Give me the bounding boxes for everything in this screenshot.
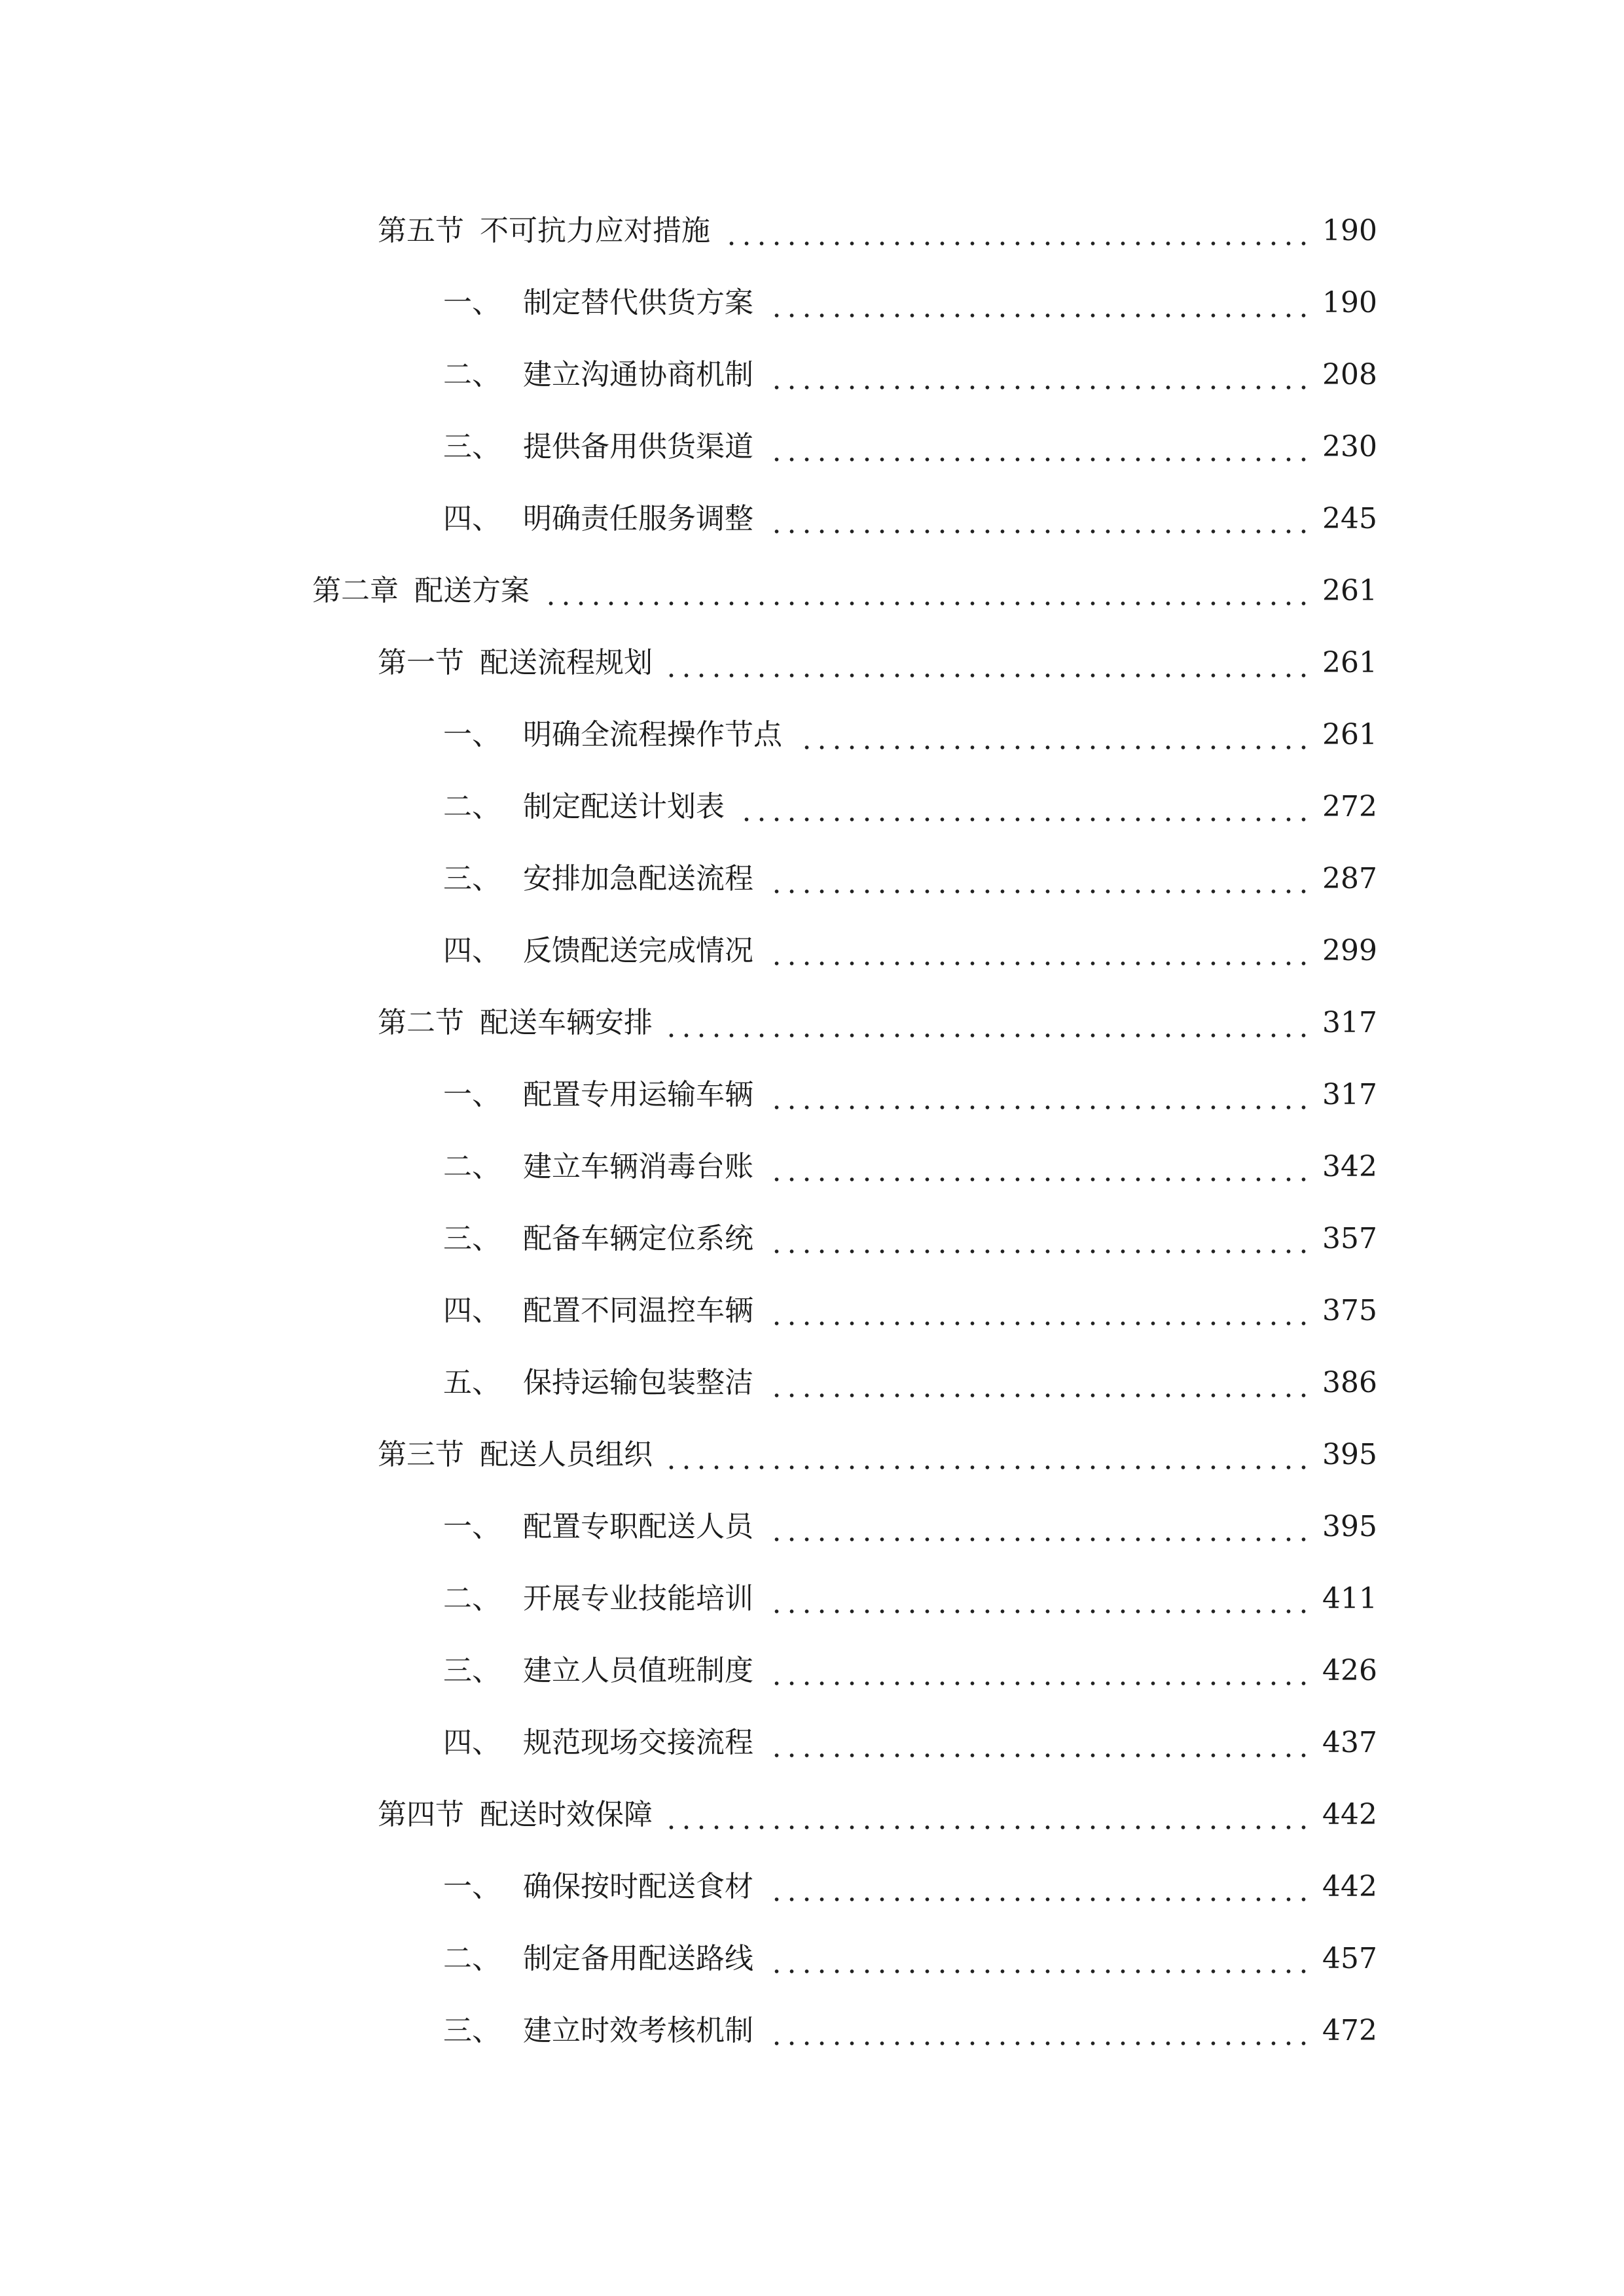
toc-page-number: 208 xyxy=(1322,358,1377,391)
toc-page-number: 261 xyxy=(1322,646,1377,679)
toc-entry[interactable] xyxy=(0,1347,1624,1419)
toc-entry-number: 三、 xyxy=(443,1654,501,1687)
toc-entry[interactable] xyxy=(0,987,1624,1059)
toc-page-number: 272 xyxy=(1322,790,1377,823)
toc-entry-number: 三、 xyxy=(443,1222,501,1255)
toc-entry-number: 四、 xyxy=(443,1294,501,1327)
toc-leader-dots xyxy=(769,1225,1311,1253)
toc-leader-dots xyxy=(769,1369,1311,1397)
toc-entry[interactable] xyxy=(0,1059,1624,1131)
toc-entry-label xyxy=(443,1654,753,1687)
toc-page-number: 299 xyxy=(1322,934,1377,967)
toc-entry-title: 配送流程规划 xyxy=(480,646,653,679)
toc-entry-label xyxy=(378,1006,653,1039)
toc-entry-number: 第四节 xyxy=(378,1798,464,1831)
toc-entry-title: 建立时效考核机制 xyxy=(523,2014,753,2047)
toc-page-number: 411 xyxy=(1322,1582,1377,1615)
toc-page-number: 472 xyxy=(1322,2014,1377,2047)
toc-entry-title: 制定替代供货方案 xyxy=(523,286,753,319)
toc-entry-label xyxy=(443,934,753,967)
toc-leader-dots xyxy=(769,1585,1311,1613)
toc-entry-number: 三、 xyxy=(443,2014,501,2047)
toc-entry[interactable] xyxy=(0,1131,1624,1203)
toc-entry-title: 提供备用供货渠道 xyxy=(523,430,753,463)
toc-entry-number: 四、 xyxy=(443,502,501,535)
toc-entry-label xyxy=(378,1438,653,1471)
toc-entry-number: 三、 xyxy=(443,862,501,895)
toc-entry-number: 五、 xyxy=(443,1366,501,1399)
toc-leader-dots xyxy=(769,1297,1311,1325)
toc-entry-number: 第二节 xyxy=(378,1006,464,1039)
toc-entry-title: 保持运输包装整洁 xyxy=(523,1366,753,1399)
toc-page-number: 442 xyxy=(1322,1798,1377,1831)
toc-leader-dots xyxy=(769,937,1311,965)
toc-leader-dots xyxy=(664,1441,1311,1469)
toc-leader-dots xyxy=(664,1009,1311,1037)
toc-page-number: 317 xyxy=(1322,1006,1377,1039)
toc-entry-title: 不可抗力应对措施 xyxy=(480,214,710,247)
toc-page-number: 442 xyxy=(1322,1870,1377,1903)
toc-entry[interactable] xyxy=(0,339,1624,411)
toc-entry-label xyxy=(443,286,753,319)
toc-entry-title: 配置专用运输车辆 xyxy=(523,1078,753,1111)
toc-entry-label xyxy=(443,2014,753,2047)
toc-entry[interactable] xyxy=(0,627,1624,699)
toc-leader-dots xyxy=(769,433,1311,461)
toc-leader-dots xyxy=(664,1801,1311,1829)
toc-entry-title: 配备车辆定位系统 xyxy=(523,1222,753,1255)
toc-entry-number: 第二章 xyxy=(312,574,399,607)
toc-entry-title: 配送时效保障 xyxy=(480,1798,653,1831)
toc-entry[interactable] xyxy=(0,267,1624,339)
toc-leader-dots xyxy=(769,361,1311,389)
toc-entry-label xyxy=(443,1366,753,1399)
toc-entry-label xyxy=(443,1294,753,1327)
toc-entry-title: 制定备用配送路线 xyxy=(523,1942,753,1975)
toc-page-number: 395 xyxy=(1322,1438,1377,1471)
toc-leader-dots xyxy=(769,1729,1311,1757)
toc-entry[interactable] xyxy=(0,1203,1624,1275)
toc-entry-number: 一、 xyxy=(443,1510,501,1543)
toc-entry-title: 配送车辆安排 xyxy=(480,1006,653,1039)
toc-entry-title: 建立车辆消毒台账 xyxy=(523,1150,753,1183)
toc-entry[interactable] xyxy=(0,1491,1624,1563)
toc-entry[interactable] xyxy=(0,1419,1624,1491)
toc-entry-label xyxy=(443,1942,753,1975)
toc-entry-title: 配置不同温控车辆 xyxy=(523,1294,753,1327)
toc-leader-dots xyxy=(769,505,1311,533)
toc-leader-dots xyxy=(543,577,1311,605)
toc-page-number: 426 xyxy=(1322,1654,1377,1687)
toc-page-number: 342 xyxy=(1322,1150,1377,1183)
toc-entry-title: 明确全流程操作节点 xyxy=(523,718,782,751)
toc-leader-dots xyxy=(769,1153,1311,1181)
toc-page-number: 245 xyxy=(1322,502,1377,535)
toc-entry-number: 一、 xyxy=(443,1870,501,1903)
toc-page-number: 375 xyxy=(1322,1294,1377,1327)
toc-entry-title: 配送人员组织 xyxy=(480,1438,653,1471)
toc-page-number: 317 xyxy=(1322,1078,1377,1111)
toc-entry[interactable] xyxy=(0,699,1624,771)
toc-entry-label xyxy=(443,358,753,391)
toc-entry[interactable] xyxy=(0,843,1624,915)
toc-entry-number: 第三节 xyxy=(378,1438,464,1471)
toc-entry-title: 配置专职配送人员 xyxy=(523,1510,753,1543)
toc-entry-number: 一、 xyxy=(443,1078,501,1111)
toc-leader-dots xyxy=(769,1657,1311,1685)
toc-entry-label xyxy=(443,430,753,463)
toc-entry-label xyxy=(378,1798,653,1831)
toc-entry-label xyxy=(378,646,653,679)
toc-page-number: 261 xyxy=(1322,574,1377,607)
toc-page-number: 395 xyxy=(1322,1510,1377,1543)
toc-entry-number: 二、 xyxy=(443,1942,501,1975)
toc-entry-label xyxy=(443,718,782,751)
toc-entry-label xyxy=(443,1222,753,1255)
toc-entry-label xyxy=(378,214,710,247)
toc-entry[interactable] xyxy=(0,915,1624,987)
toc-page-number: 386 xyxy=(1322,1366,1377,1399)
toc-entry-label xyxy=(312,574,530,607)
toc-leader-dots xyxy=(769,1081,1311,1109)
toc-entry-number: 三、 xyxy=(443,430,501,463)
toc-leader-dots xyxy=(724,217,1311,245)
toc-entry-number: 二、 xyxy=(443,790,501,823)
toc-entry-title: 确保按时配送食材 xyxy=(523,1870,753,1903)
toc-entry-title: 建立沟通协商机制 xyxy=(523,358,753,391)
toc-entry-label xyxy=(443,1870,753,1903)
toc-entry-title: 规范现场交接流程 xyxy=(523,1726,753,1759)
toc-page-number: 457 xyxy=(1322,1942,1377,1975)
toc-entry-label xyxy=(443,790,725,823)
toc-entry-label xyxy=(443,1510,753,1543)
toc-entry-label xyxy=(443,1582,753,1615)
toc-entry-title: 明确责任服务调整 xyxy=(523,502,753,535)
toc-entry-label xyxy=(443,1078,753,1111)
toc-entry[interactable] xyxy=(0,1851,1624,1923)
toc-page-number: 437 xyxy=(1322,1726,1377,1759)
toc-page-number: 261 xyxy=(1322,718,1377,751)
toc-leader-dots xyxy=(769,1945,1311,1973)
toc-entry[interactable] xyxy=(0,411,1624,483)
toc-entry-label xyxy=(443,1150,753,1183)
toc-entry-title: 制定配送计划表 xyxy=(523,790,725,823)
toc-leader-dots xyxy=(664,649,1311,677)
toc-entry-number: 一、 xyxy=(443,718,501,751)
toc-page-number: 190 xyxy=(1322,286,1377,319)
toc-entry-title: 配送方案 xyxy=(414,574,530,607)
toc-page-number: 190 xyxy=(1322,214,1377,247)
toc-page-number: 287 xyxy=(1322,862,1377,895)
toc-entry[interactable] xyxy=(0,1635,1624,1707)
toc-entry[interactable] xyxy=(0,1563,1624,1635)
toc-leader-dots xyxy=(769,865,1311,893)
toc-leader-dots xyxy=(799,721,1311,749)
toc-entry-number: 二、 xyxy=(443,1582,501,1615)
toc-page-number: 230 xyxy=(1322,430,1377,463)
toc-entry-number: 第一节 xyxy=(378,646,464,679)
toc-entry-number: 第五节 xyxy=(378,214,464,247)
toc-entry[interactable] xyxy=(0,1707,1624,1779)
toc-leader-dots xyxy=(769,1513,1311,1541)
toc-entry[interactable] xyxy=(0,195,1624,267)
toc-entry-label xyxy=(443,862,753,895)
toc-entry[interactable] xyxy=(0,1923,1624,1995)
toc-entry-title: 建立人员值班制度 xyxy=(523,1654,753,1687)
toc-entry[interactable] xyxy=(0,771,1624,843)
toc-leader-dots xyxy=(739,793,1311,821)
toc-entry-label xyxy=(443,1726,753,1759)
toc-entry-label xyxy=(443,502,753,535)
toc-entry-title: 安排加急配送流程 xyxy=(523,862,753,895)
toc-entry-number: 二、 xyxy=(443,1150,501,1183)
toc-entry-title: 反馈配送完成情况 xyxy=(523,934,753,967)
toc-leader-dots xyxy=(769,2017,1311,2045)
toc-entry-number: 一、 xyxy=(443,286,501,319)
toc-entry[interactable] xyxy=(0,1275,1624,1347)
toc-entry[interactable] xyxy=(0,1995,1624,2067)
toc-entry-title: 开展专业技能培训 xyxy=(523,1582,753,1615)
toc-leader-dots xyxy=(769,289,1311,317)
toc-entry[interactable] xyxy=(0,1779,1624,1851)
toc-entry[interactable] xyxy=(0,555,1624,627)
toc-leader-dots xyxy=(769,1873,1311,1901)
toc-entry-number: 四、 xyxy=(443,1726,501,1759)
toc-page-number: 357 xyxy=(1322,1222,1377,1255)
table-of-contents xyxy=(0,195,1624,2067)
toc-entry[interactable] xyxy=(0,483,1624,555)
toc-entry-number: 四、 xyxy=(443,934,501,967)
toc-entry-number: 二、 xyxy=(443,358,501,391)
